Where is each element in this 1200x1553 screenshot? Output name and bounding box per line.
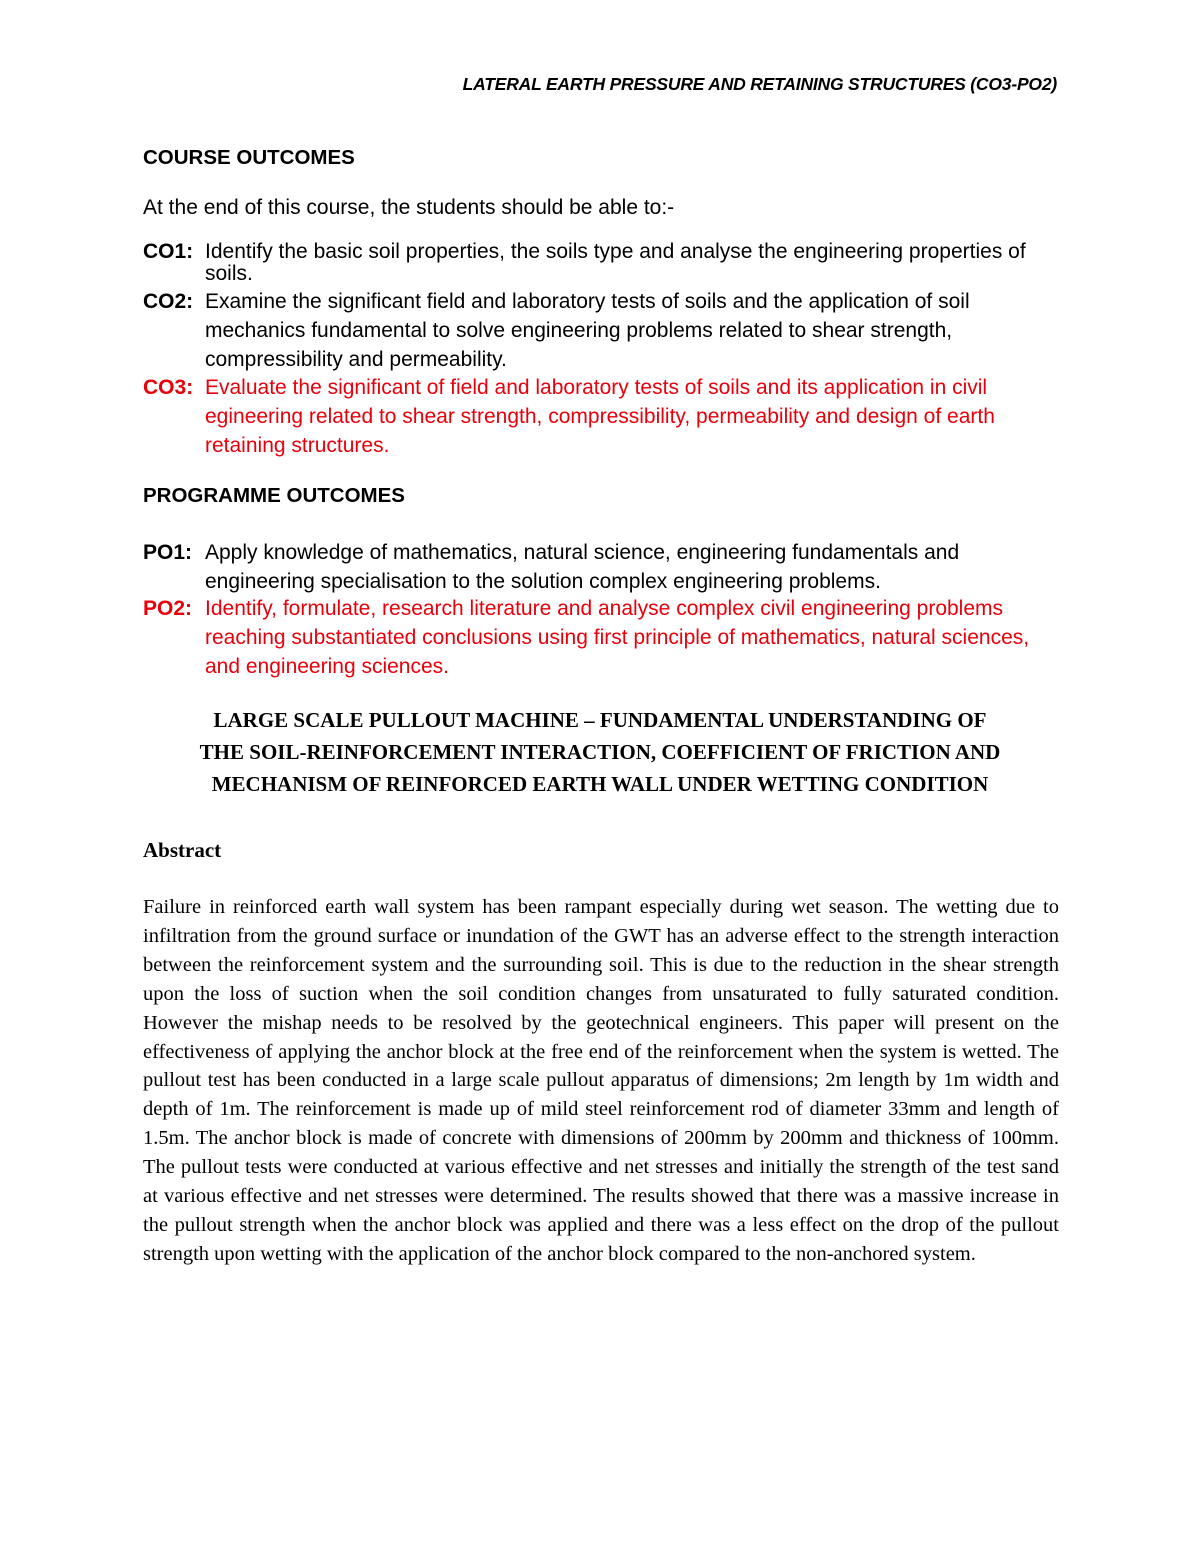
course-outcomes-intro: At the end of this course, the students should be able to:- — [143, 196, 675, 219]
course-outcome-co2 — [143, 287, 1063, 374]
programme-outcome-po1 — [143, 538, 1063, 596]
running-header: LATERAL EARTH PRESSURE AND RETAINING STRUCTURES (CO3-PO2) — [462, 74, 1057, 94]
outcome-text: Apply knowledge of mathematics, natural science, engineering fundamentals and engineering specialisation to the solution complex engineering problems. — [205, 541, 960, 593]
paper-title-line: MECHANISM OF REINFORCED EARTH WALL UNDER WETTING CONDITION — [211, 772, 989, 796]
paper-title-line: THE SOIL-REINFORCEMENT INTERACTION, COEFFICIENT OF FRICTION AND — [199, 740, 1001, 764]
outcome-code: CO1: — [143, 240, 194, 263]
course-outcome-co3 — [143, 373, 1063, 460]
outcome-text: Identify the basic soil properties, the soils type and analyse the engineering properties of soils. — [205, 240, 1026, 285]
programme-outcome-po2 — [143, 594, 1063, 681]
programme-outcomes-heading: PROGRAMME OUTCOMES — [143, 484, 405, 507]
paper-title-line: LARGE SCALE PULLOUT MACHINE – FUNDAMENTAL UNDERSTANDING OF — [213, 708, 987, 732]
outcome-code: PO2: — [143, 597, 193, 620]
paper-title — [100, 704, 1100, 800]
outcome-code: CO3: — [143, 376, 194, 399]
outcome-code: PO1: — [143, 541, 193, 564]
outcome-text: Examine the significant field and laboratory tests of soils and the application of soil mechanics fundamental to solve engineering problems related to shear strength, compressibility and permeability. — [205, 290, 970, 371]
abstract-heading: Abstract — [143, 838, 222, 862]
course-outcomes-heading: COURSE OUTCOMES — [143, 146, 355, 169]
outcome-code: CO2: — [143, 290, 194, 313]
outcome-text: Identify, formulate, research literature and analyse complex civil engineering problems reaching substantiated conclusions using first principle of mathematics, natural sciences, and engineering sciences. — [205, 597, 1030, 678]
course-outcome-co1 — [143, 241, 1063, 285]
abstract-body: Failure in reinforced earth wall system has been rampant especially during wet season. The wetting due to infiltration from the ground surface or inundation of the GWT has an adverse effect to the strength interaction between the reinforcement system and the surrounding soil. This is due to the reduction in the shear strength upon the loss of suction when the soil condition changes from unsaturated to fully saturated condition. However the mishap needs to be resolved by the geotechnical engineers. This paper will present on the effectiveness of applying the anchor block at the free end of the reinforcement when the system is wetted. The pullout test has been conducted in a large scale pullout apparatus of dimensions; 2m length by 1m width and depth of 1m. The reinforcement is made up of mild steel reinforcement rod of diameter 33mm and length of 1.5m. The anchor block is made of concrete with dimensions of 200mm by 200mm and thickness of 100mm. The pullout tests were conducted at various effective and net stresses and initially the strength of the test sand at various effective and net stresses were determined. The results showed that there was a massive increase in the pullout strength when the anchor block was applied and there was a less effect on the drop of the pullout strength upon wetting with the application of the anchor block compared to the non-anchored system. — [143, 896, 1059, 1265]
outcome-text: Evaluate the significant of field and laboratory tests of soils and its application in civil egineering related to shear strength, compressibility, permeability and design of earth retaining structures. — [205, 376, 995, 457]
